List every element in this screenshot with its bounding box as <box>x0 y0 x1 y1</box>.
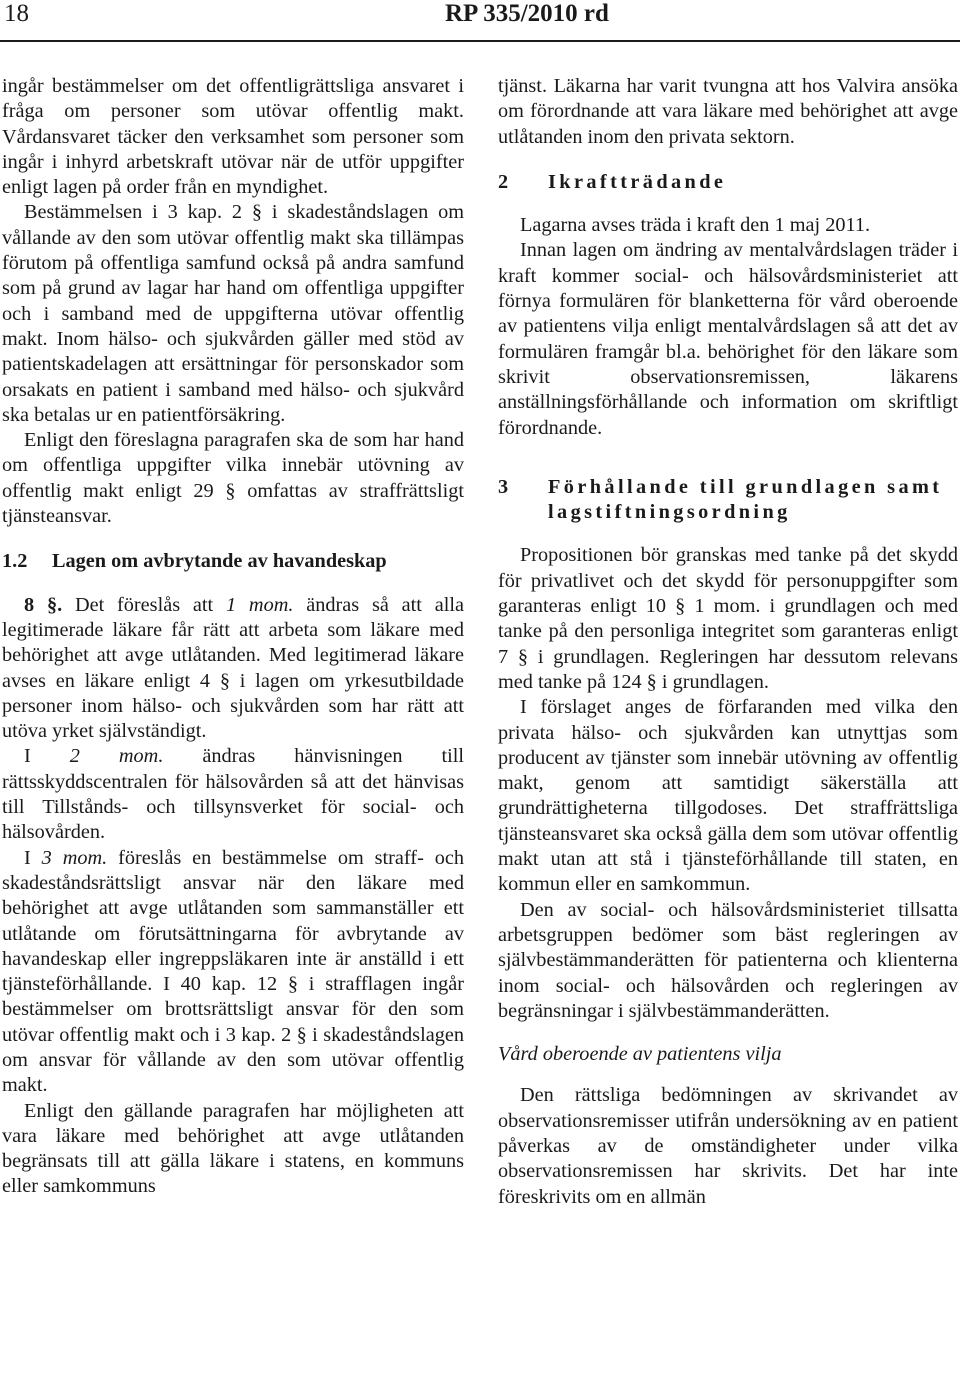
moment-reference: 2 mom. <box>69 745 164 768</box>
paragraph: Bestämmelsen i 3 kap. 2 § i skadeståndslagen om vållande av den som utövar offentlig makt ska tillämpas förutom på offentliga samfund också på andra samfund som på grund av lagar har hand om offentliga uppgifter och i samband med de uppgifterna utövar offentlig makt. Inom hälso- och sjukvården gäller med stöd av patientskadelagen att ersättningar för personskador som orsakats en patient i samband med hälso- och sjukvård ska betalas ur en patientförsäkring. <box>2 201 464 426</box>
paragraph: I 3 mom. föreslås en bestämmelse om straff- och skadeståndsrättsligt ansvar när den läkare med behörighet att avge utlåtanden som sammanställer ett utlåtande om förutsättningarna för avbrytande av havandeskap eller ingreppsläkaren inte är anställd i ett tjänsteförhållande. I 40 kap. 12 § i strafflagen ingår bestämmelser om brottsrättsligt ansvar för den som utövar offentlig makt och i 3 kap. 2 § i skadeståndslagen om ansvar för vållande av den som utövar offentlig makt. <box>2 846 464 1097</box>
section-title: Lagen om avbrytande av havandeskap <box>52 550 387 573</box>
paragraph: tjänst. Läkarna har varit tvungna att hos Valvira ansöka om förordnande att vara läkare med behörighet att avge utlåtanden inom den privata sektorn. <box>498 75 958 148</box>
section-number: 1.2 <box>2 550 28 573</box>
section-heading-1-2 <box>2 549 464 574</box>
header-rule <box>0 40 960 42</box>
paragraph: Den rättsliga bedömningen av skrivandet av observationsremisser utifrån undersökning av en patient påverkas av de omständigheter under vilka observationsremissen har skrivits. Det har inte föreskrivits om en allmän <box>498 1084 958 1208</box>
paragraph: ingår bestämmelser om det offentligrättsliga ansvaret i fråga om personer som utövar offentlig makt. Vårdansvaret täcker den verksamhet som personer som ingår i inhyrd arbetskraft utövar när de utför uppgifter enligt lagen på order från en myndighet. <box>2 75 464 199</box>
paragraph: I förslaget anges de förfaranden med vilka den privata hälso- och sjukvården kan utnyttjas som producent av tjänster som innebär utövning av offentlig makt, genom att samtidigt säkerställa att grundrättigheterna tillgodoses. Det straffrättsliga tjänsteansvaret ska också gälla dem som utövar offentlig makt utan att stå i tjänsteförhållande till staten, en kommun eller en samkommun. <box>498 696 958 896</box>
paragraph: Den av social- och hälsovårdsministeriet tillsatta arbetsgruppen bedömer som bäst regleringen av självbestämmanderätten för patienterna och klienterna inom social- och hälsovården och regleringen av begränsningar i självbestämmanderätten. <box>498 898 958 1022</box>
page-header <box>0 0 960 40</box>
right-column <box>498 74 958 1392</box>
paragraph: Propositionen bör granskas med tanke på det skydd för privatlivet och det skydd för personuppgifter som garanteras enligt 10 § 1 mom. i grundlagen och med tanke på den personliga integritet som garanteras enligt 7 § i grundlagen. Regleringen har dessutom relevans med tanke på 124 § i grundlagen. <box>498 544 958 693</box>
subheading: Vård oberoende av patientens vilja <box>498 1043 782 1066</box>
spacer <box>498 441 958 455</box>
section-heading-3 <box>498 475 958 526</box>
paragraph-reference: 8 §. <box>24 593 63 616</box>
moment-reference: 1 mom. <box>225 593 294 616</box>
paragraph: Lagarna avses träda i kraft den 1 maj 2011. <box>520 214 871 237</box>
section-title: Förhållande till grundlagen samt lagstiftningsordning <box>548 475 943 524</box>
left-column <box>2 74 464 1392</box>
moment-reference: 3 mom. <box>41 846 108 869</box>
section-title: Ikraftträdande <box>548 170 727 193</box>
document-id: RP 335/2010 rd <box>445 0 609 27</box>
paragraph: Enligt den föreslagna paragrafen ska de som har hand om offentliga uppgifter vilka innebär utövning av offentlig makt enligt 29 § omfattas av straffrättsligt tjänsteansvar. <box>2 429 464 528</box>
section-number: 3 <box>498 475 509 498</box>
paragraph: I 2 mom. ändras hänvisningen till rättsskyddscentralen för hälsovården så att det hänvisas till Tillstånds- och tillsynsverket för social- och hälsovården. <box>2 745 464 844</box>
paragraph: Innan lagen om ändring av mentalvårdslagen träder i kraft kommer social- och hälsovårdsministeriet att förnya formulären för blanketterna för vård oberoende av patientens vilja enligt mentalvårdslagen så att det av formulären framgår bl.a. behörighet för den läkare som skrivit observationsremissen, läkarens anställningsförhållande och information om skriftligt förordnande. <box>498 239 958 439</box>
section-heading-2 <box>498 170 958 195</box>
section-number: 2 <box>498 170 509 193</box>
paragraph: 8 §. Det föreslås att 1 mom. ändras så att alla legitimerade läkare får rätt att arbeta som läkare med behörighet att avge utlåtanden. Med legitimerad läkare avses en läkare enligt 4 § i lagen om yrkesutbildade personer inom hälso- och sjukvården som har rätt att utöva yrket självständigt. <box>2 593 464 743</box>
page-number: 18 <box>4 0 29 27</box>
paragraph: Enligt den gällande paragrafen har möjligheten att vara läkare med behörighet att avge utlåtanden begränsats till att gälla läkare i statens, en kommuns eller samkommuns <box>2 1099 464 1198</box>
